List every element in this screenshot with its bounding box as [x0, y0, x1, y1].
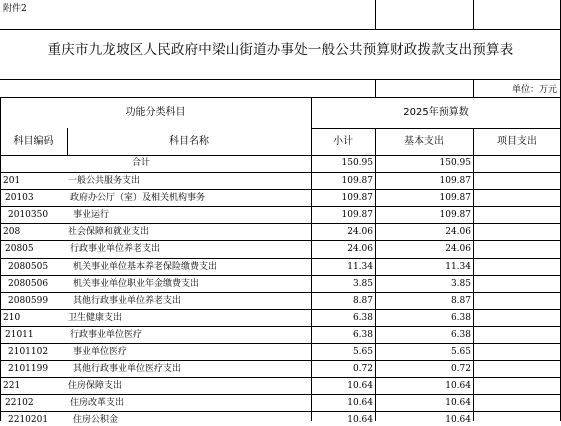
row-code: 20805 — [5, 244, 34, 255]
attachment-label: 附件2 — [3, 4, 27, 14]
row-basic: 10.64 — [445, 415, 471, 426]
grid-line — [0, 29, 561, 30]
row-code: 210 — [3, 312, 21, 323]
row-code: 2080505 — [8, 261, 49, 272]
row-basic: 109.87 — [439, 193, 471, 204]
grid-line — [0, 377, 561, 378]
grid-line — [0, 79, 561, 80]
grid-line — [0, 394, 561, 395]
row-name: 机关事业单位基本养老保险缴费支出 — [73, 261, 218, 272]
unit-label: 单位：万元 — [511, 85, 557, 95]
row-name: 住房改革支出 — [70, 398, 125, 409]
row-subtotal: 24.06 — [347, 227, 373, 238]
row-subtotal: 11.34 — [347, 261, 373, 272]
total-basic: 150.95 — [439, 158, 471, 168]
row-basic: 5.65 — [450, 347, 471, 357]
grid-line — [67, 128, 68, 155]
grid-line — [0, 343, 561, 344]
grid-line — [311, 97, 312, 421]
row-basic: 24.06 — [445, 227, 471, 238]
grid-line — [0, 172, 561, 173]
row-name: 行政事业单位养老支出 — [70, 244, 161, 255]
row-name: 住房公积金 — [73, 415, 119, 426]
row-name: 行政事业单位医疗 — [70, 329, 143, 340]
row-code: 2080506 — [8, 278, 49, 289]
row-subtotal: 0.72 — [352, 364, 373, 375]
row-subtotal: 10.64 — [347, 415, 373, 426]
row-code: 2010350 — [8, 210, 49, 221]
header-code: 科目编码 — [13, 136, 54, 147]
row-code: 20103 — [5, 193, 34, 204]
row-subtotal: 6.38 — [352, 312, 373, 323]
row-basic: 10.64 — [445, 398, 471, 409]
row-subtotal: 24.06 — [347, 244, 373, 255]
grid-line — [375, 0, 376, 29]
grid-line — [0, 411, 561, 412]
page-title: 重庆市九龙坡区人民政府中梁山街道办事处一般公共预算财政拨款支出预算表 — [47, 42, 514, 58]
row-subtotal: 10.64 — [347, 398, 373, 409]
grid-line — [0, 292, 561, 293]
grid-line — [0, 206, 561, 207]
row-code: 221 — [3, 381, 21, 392]
header-project: 项目支出 — [497, 136, 537, 147]
header-name: 科目名称 — [169, 136, 209, 147]
total-subtotal: 150.95 — [341, 158, 373, 168]
row-basic: 109.87 — [439, 176, 471, 186]
row-basic: 3.85 — [450, 278, 471, 289]
row-name: 其他行政事业单位养老支出 — [73, 295, 182, 306]
row-subtotal: 8.87 — [352, 295, 373, 306]
row-name: 一般公共服务支出 — [68, 176, 141, 186]
row-code: 201 — [3, 176, 21, 186]
row-code: 22102 — [5, 398, 34, 409]
row-name: 事业运行 — [73, 210, 110, 221]
grid-line — [0, 155, 561, 156]
row-subtotal: 3.85 — [352, 278, 373, 289]
row-name: 其他行政事业单位医疗支出 — [73, 364, 182, 375]
row-code: 2080599 — [8, 295, 49, 306]
grid-line — [0, 189, 561, 190]
grid-line — [473, 79, 474, 98]
row-name: 政府办公厅（室）及相关机构事务 — [70, 193, 206, 204]
grid-line — [0, 360, 561, 361]
total-label: 合计 — [132, 158, 151, 168]
grid-line — [0, 309, 561, 310]
row-subtotal: 109.87 — [341, 176, 373, 186]
row-subtotal: 109.87 — [341, 210, 373, 221]
row-subtotal: 109.87 — [341, 193, 373, 204]
grid-line — [0, 97, 1, 421]
header-budget-year: 2025年预算数 — [403, 107, 469, 118]
row-basic: 10.64 — [445, 381, 471, 392]
grid-line — [0, 97, 561, 98]
row-code: 2101102 — [8, 347, 49, 357]
header-basic: 基本支出 — [404, 136, 444, 147]
row-basic: 109.87 — [439, 210, 471, 221]
header-function-category: 功能分类科目 — [125, 107, 186, 118]
row-subtotal: 10.64 — [347, 381, 373, 392]
grid-line — [0, 258, 561, 259]
row-basic: 11.34 — [445, 261, 471, 272]
grid-line — [0, 326, 561, 327]
row-code: 2210201 — [8, 415, 49, 426]
grid-line — [311, 128, 561, 129]
row-basic: 6.38 — [450, 329, 471, 340]
row-code: 21011 — [5, 329, 34, 340]
row-basic: 8.87 — [450, 295, 471, 306]
row-code: 208 — [3, 227, 21, 238]
row-basic: 24.06 — [445, 244, 471, 255]
row-basic: 6.38 — [450, 312, 471, 323]
grid-line — [375, 79, 376, 98]
row-name: 社会保障和就业支出 — [68, 227, 150, 238]
row-name: 卫生健康支出 — [68, 312, 123, 323]
row-basic: 0.72 — [450, 364, 471, 375]
grid-line — [0, 240, 561, 241]
grid-line — [0, 223, 561, 224]
row-name: 机关事业单位职业年金缴费支出 — [73, 278, 200, 289]
grid-line — [473, 0, 474, 29]
grid-line — [0, 275, 561, 276]
header-subtotal: 小计 — [333, 136, 353, 147]
row-name: 住房保障支出 — [68, 381, 123, 392]
row-code: 2101199 — [8, 364, 49, 375]
row-subtotal: 5.65 — [352, 347, 373, 357]
row-subtotal: 6.38 — [352, 329, 373, 340]
row-name: 事业单位医疗 — [73, 347, 128, 357]
